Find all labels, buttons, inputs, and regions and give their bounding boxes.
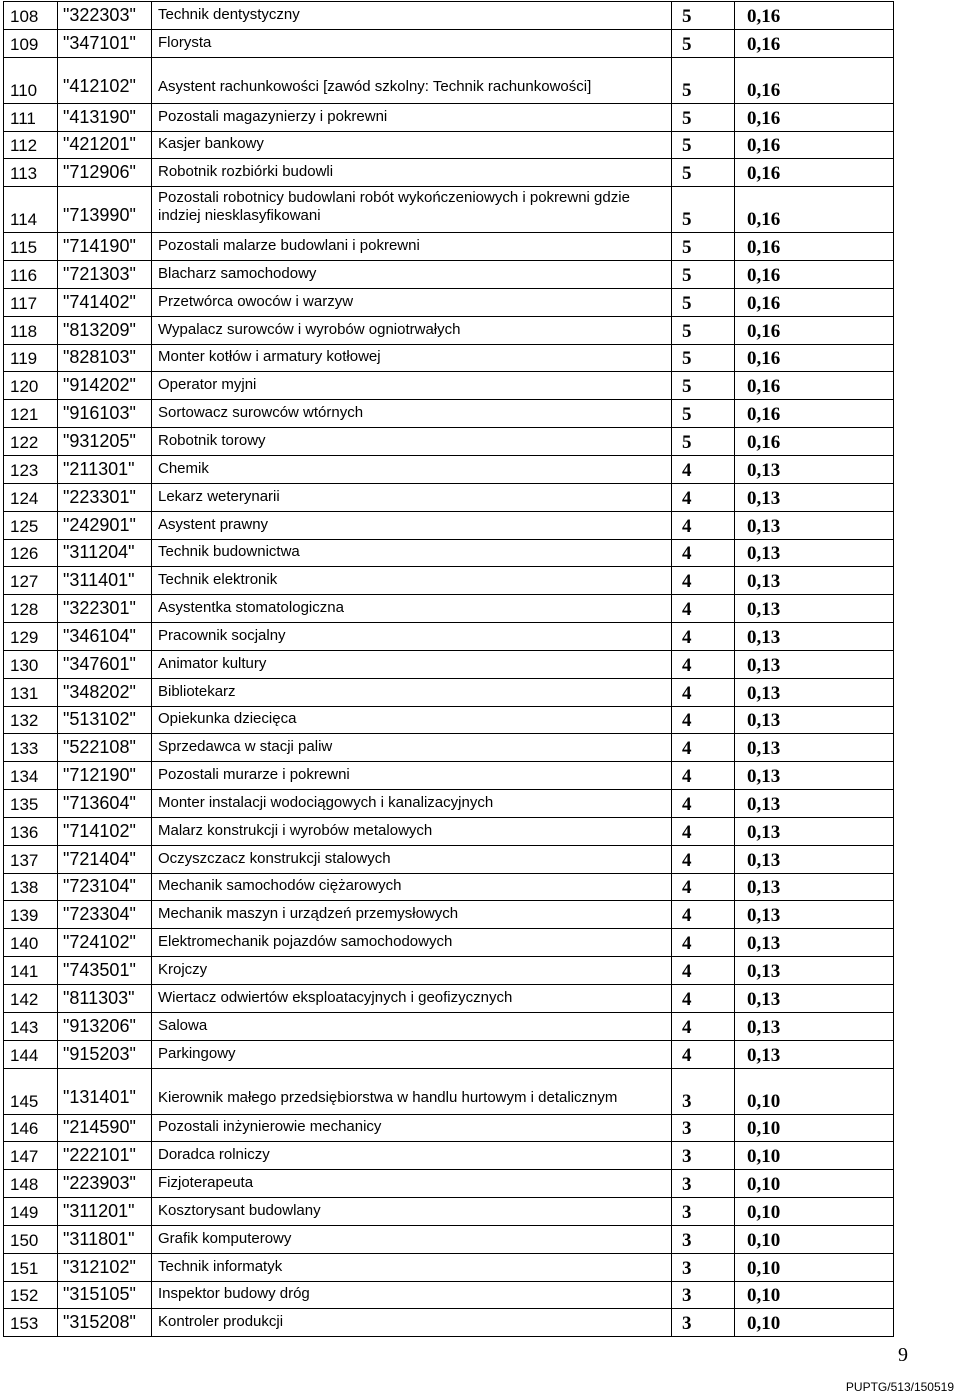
count-value: 5 <box>672 428 735 456</box>
count-value: 5 <box>672 316 735 344</box>
table-row <box>4 261 894 289</box>
table-row <box>4 623 894 651</box>
ratio-value: 0,13 <box>735 567 894 595</box>
count-value: 4 <box>672 957 735 985</box>
count-value: 5 <box>672 400 735 428</box>
row-number: 137 <box>4 845 58 873</box>
occupation-name: Kontroler produkcji <box>152 1309 672 1337</box>
table-row <box>4 1281 894 1309</box>
occupation-code: "322303" <box>58 2 152 30</box>
row-number: 148 <box>4 1170 58 1198</box>
count-value: 3 <box>672 1253 735 1281</box>
occupation-code: "315208" <box>58 1309 152 1337</box>
row-number: 129 <box>4 623 58 651</box>
table-row <box>4 483 894 511</box>
count-value: 4 <box>672 1040 735 1068</box>
occupation-name: Malarz konstrukcji i wyrobów metalowych <box>152 817 672 845</box>
ratio-value: 0,16 <box>735 187 894 233</box>
ratio-value: 0,16 <box>735 428 894 456</box>
row-number: 108 <box>4 2 58 30</box>
occupation-name: Monter instalacji wodociągowych i kanalizacyjnych <box>152 790 672 818</box>
row-number: 141 <box>4 957 58 985</box>
ratio-value: 0,13 <box>735 790 894 818</box>
occupation-code: "915203" <box>58 1040 152 1068</box>
row-number: 117 <box>4 288 58 316</box>
occupation-code: "913206" <box>58 1012 152 1040</box>
table-row <box>4 873 894 901</box>
row-number: 125 <box>4 511 58 539</box>
table-row <box>4 1040 894 1068</box>
table-row <box>4 344 894 372</box>
occupation-code: "222101" <box>58 1142 152 1170</box>
table-row <box>4 455 894 483</box>
table-row <box>4 595 894 623</box>
ratio-value: 0,16 <box>735 344 894 372</box>
table-row <box>4 650 894 678</box>
occupation-name: Technik dentystyczny <box>152 2 672 30</box>
ratio-value: 0,10 <box>735 1198 894 1226</box>
row-number: 128 <box>4 595 58 623</box>
occupation-name: Mechanik maszyn i urządzeń przemysłowych <box>152 901 672 929</box>
row-number: 131 <box>4 678 58 706</box>
count-value: 3 <box>672 1225 735 1253</box>
occupation-name: Pozostali magazynierzy i pokrewni <box>152 103 672 131</box>
occupation-name: Pozostali murarze i pokrewni <box>152 762 672 790</box>
occupation-code: "211301" <box>58 455 152 483</box>
row-number: 132 <box>4 706 58 734</box>
count-value: 5 <box>672 131 735 159</box>
ratio-value: 0,13 <box>735 762 894 790</box>
occupation-code: "347601" <box>58 650 152 678</box>
row-number: 110 <box>4 57 58 103</box>
ratio-value: 0,16 <box>735 400 894 428</box>
occupation-name: Pozostali inżynierowie mechanicy <box>152 1114 672 1142</box>
occupation-code: "714102" <box>58 817 152 845</box>
row-number: 109 <box>4 29 58 57</box>
ratio-value: 0,16 <box>735 233 894 261</box>
ratio-value: 0,16 <box>735 57 894 103</box>
occupation-name: Opiekunka dziecięca <box>152 706 672 734</box>
occupation-code: "312102" <box>58 1253 152 1281</box>
row-number: 146 <box>4 1114 58 1142</box>
count-value: 5 <box>672 159 735 187</box>
occupation-code: "741402" <box>58 288 152 316</box>
table-row <box>4 288 894 316</box>
ratio-value: 0,10 <box>735 1225 894 1253</box>
occupation-name: Monter kotłów i armatury kotłowej <box>152 344 672 372</box>
occupation-code: "522108" <box>58 734 152 762</box>
occupation-name: Asystent rachunkowości [zawód szkolny: Technik rachunkowości] <box>152 57 672 103</box>
occupation-code: "311801" <box>58 1225 152 1253</box>
ratio-value: 0,13 <box>735 678 894 706</box>
occupation-name: Pozostali robotnicy budowlani robót wykończeniowych i pokrewni gdzie indziej niesklasyfikowani <box>152 187 672 233</box>
ratio-value: 0,13 <box>735 539 894 567</box>
occupations-table <box>3 1 894 1337</box>
occupation-name: Blacharz samochodowy <box>152 261 672 289</box>
count-value: 3 <box>672 1309 735 1337</box>
occupation-name: Mechanik samochodów ciężarowych <box>152 873 672 901</box>
occupation-name: Technik budownictwa <box>152 539 672 567</box>
row-number: 153 <box>4 1309 58 1337</box>
table-row <box>4 901 894 929</box>
occupation-code: "721404" <box>58 845 152 873</box>
count-value: 3 <box>672 1170 735 1198</box>
occupation-code: "311204" <box>58 539 152 567</box>
occupation-name: Kierownik małego przedsiębiorstwa w handlu hurtowym i detalicznym <box>152 1068 672 1114</box>
count-value: 4 <box>672 678 735 706</box>
table-row <box>4 511 894 539</box>
ratio-value: 0,10 <box>735 1114 894 1142</box>
occupation-name: Robotnik rozbiórki budowli <box>152 159 672 187</box>
row-number: 135 <box>4 790 58 818</box>
table-row <box>4 316 894 344</box>
occupation-code: "131401" <box>58 1068 152 1114</box>
occupation-code: "916103" <box>58 400 152 428</box>
occupation-name: Kasjer bankowy <box>152 131 672 159</box>
row-number: 150 <box>4 1225 58 1253</box>
ratio-value: 0,16 <box>735 159 894 187</box>
occupation-code: "346104" <box>58 623 152 651</box>
row-number: 139 <box>4 901 58 929</box>
ratio-value: 0,13 <box>735 1040 894 1068</box>
ratio-value: 0,13 <box>735 455 894 483</box>
table-row <box>4 400 894 428</box>
occupation-name: Technik informatyk <box>152 1253 672 1281</box>
occupation-code: "513102" <box>58 706 152 734</box>
ratio-value: 0,10 <box>735 1309 894 1337</box>
table-row <box>4 1225 894 1253</box>
occupation-name: Pozostali malarze budowlani i pokrewni <box>152 233 672 261</box>
occupation-name: Florysta <box>152 29 672 57</box>
row-number: 116 <box>4 261 58 289</box>
ratio-value: 0,13 <box>735 957 894 985</box>
ratio-value: 0,13 <box>735 734 894 762</box>
occupation-code: "412102" <box>58 57 152 103</box>
occupation-code: "914202" <box>58 372 152 400</box>
row-number: 136 <box>4 817 58 845</box>
table-row <box>4 57 894 103</box>
table-row <box>4 1012 894 1040</box>
table-row <box>4 1142 894 1170</box>
ratio-value: 0,16 <box>735 372 894 400</box>
occupation-code: "311201" <box>58 1198 152 1226</box>
occupation-code: "721303" <box>58 261 152 289</box>
row-number: 147 <box>4 1142 58 1170</box>
table-row <box>4 985 894 1013</box>
count-value: 4 <box>672 873 735 901</box>
occupation-code: "223301" <box>58 483 152 511</box>
occupation-code: "811303" <box>58 985 152 1013</box>
table-row <box>4 103 894 131</box>
table-row <box>4 233 894 261</box>
row-number: 151 <box>4 1253 58 1281</box>
count-value: 4 <box>672 511 735 539</box>
occupation-name: Sprzedawca w stacji paliw <box>152 734 672 762</box>
occupation-name: Pracownik socjalny <box>152 623 672 651</box>
row-number: 149 <box>4 1198 58 1226</box>
row-number: 114 <box>4 187 58 233</box>
occupation-name: Wypalacz surowców i wyrobów ogniotrwałych <box>152 316 672 344</box>
table-row <box>4 1253 894 1281</box>
ratio-value: 0,13 <box>735 845 894 873</box>
occupation-code: "242901" <box>58 511 152 539</box>
occupation-name: Salowa <box>152 1012 672 1040</box>
ratio-value: 0,16 <box>735 2 894 30</box>
ratio-value: 0,13 <box>735 901 894 929</box>
occupation-name: Parkingowy <box>152 1040 672 1068</box>
ratio-value: 0,13 <box>735 1012 894 1040</box>
row-number: 142 <box>4 985 58 1013</box>
occupation-name: Fizjoterapeuta <box>152 1170 672 1198</box>
count-value: 4 <box>672 595 735 623</box>
table-row <box>4 678 894 706</box>
ratio-value: 0,10 <box>735 1068 894 1114</box>
table-row <box>4 372 894 400</box>
ratio-value: 0,16 <box>735 103 894 131</box>
table-row <box>4 539 894 567</box>
count-value: 5 <box>672 344 735 372</box>
row-number: 120 <box>4 372 58 400</box>
table-row <box>4 790 894 818</box>
count-value: 5 <box>672 29 735 57</box>
row-number: 113 <box>4 159 58 187</box>
occupation-code: "931205" <box>58 428 152 456</box>
occupation-name: Bibliotekarz <box>152 678 672 706</box>
table-row <box>4 1068 894 1114</box>
occupation-name: Animator kultury <box>152 650 672 678</box>
occupation-name: Wiertacz odwiertów eksploatacyjnych i geofizycznych <box>152 985 672 1013</box>
occupation-name: Technik elektronik <box>152 567 672 595</box>
row-number: 140 <box>4 929 58 957</box>
occupation-code: "713604" <box>58 790 152 818</box>
ratio-value: 0,13 <box>735 483 894 511</box>
table-row <box>4 957 894 985</box>
occupation-name: Lekarz weterynarii <box>152 483 672 511</box>
ratio-value: 0,10 <box>735 1142 894 1170</box>
occupation-code: "347101" <box>58 29 152 57</box>
occupation-code: "712190" <box>58 762 152 790</box>
occupation-name: Robotnik torowy <box>152 428 672 456</box>
row-number: 143 <box>4 1012 58 1040</box>
count-value: 5 <box>672 288 735 316</box>
row-number: 134 <box>4 762 58 790</box>
table-row <box>4 1309 894 1337</box>
row-number: 126 <box>4 539 58 567</box>
occupation-code: "713990" <box>58 187 152 233</box>
count-value: 5 <box>672 2 735 30</box>
occupation-code: "723304" <box>58 901 152 929</box>
occupation-name: Operator myjni <box>152 372 672 400</box>
count-value: 3 <box>672 1114 735 1142</box>
table-row <box>4 1198 894 1226</box>
table-row <box>4 29 894 57</box>
ratio-value: 0,13 <box>735 623 894 651</box>
occupation-code: "413190" <box>58 103 152 131</box>
row-number: 123 <box>4 455 58 483</box>
table-row <box>4 734 894 762</box>
count-value: 4 <box>672 483 735 511</box>
table-row <box>4 159 894 187</box>
occupation-name: Przetwórca owoców i warzyw <box>152 288 672 316</box>
occupation-name: Grafik komputerowy <box>152 1225 672 1253</box>
table-row <box>4 2 894 30</box>
table-row <box>4 929 894 957</box>
count-value: 4 <box>672 539 735 567</box>
row-number: 118 <box>4 316 58 344</box>
occupation-name: Doradca rolniczy <box>152 1142 672 1170</box>
count-value: 4 <box>672 901 735 929</box>
row-number: 138 <box>4 873 58 901</box>
table-row <box>4 706 894 734</box>
count-value: 3 <box>672 1142 735 1170</box>
count-value: 4 <box>672 650 735 678</box>
count-value: 4 <box>672 845 735 873</box>
ratio-value: 0,13 <box>735 595 894 623</box>
occupation-name: Oczyszczacz konstrukcji stalowych <box>152 845 672 873</box>
row-number: 130 <box>4 650 58 678</box>
count-value: 4 <box>672 985 735 1013</box>
row-number: 127 <box>4 567 58 595</box>
occupation-code: "813209" <box>58 316 152 344</box>
ratio-value: 0,16 <box>735 288 894 316</box>
count-value: 4 <box>672 567 735 595</box>
table-row <box>4 428 894 456</box>
table-row <box>4 1114 894 1142</box>
table-row <box>4 817 894 845</box>
count-value: 3 <box>672 1198 735 1226</box>
count-value: 3 <box>672 1281 735 1309</box>
table-row <box>4 1170 894 1198</box>
count-value: 5 <box>672 233 735 261</box>
ratio-value: 0,10 <box>735 1253 894 1281</box>
count-value: 3 <box>672 1068 735 1114</box>
ratio-value: 0,13 <box>735 511 894 539</box>
ratio-value: 0,13 <box>735 873 894 901</box>
ratio-value: 0,16 <box>735 316 894 344</box>
ratio-value: 0,13 <box>735 985 894 1013</box>
occupation-name: Krojczy <box>152 957 672 985</box>
count-value: 5 <box>672 261 735 289</box>
count-value: 4 <box>672 929 735 957</box>
ratio-value: 0,13 <box>735 650 894 678</box>
occupation-code: "724102" <box>58 929 152 957</box>
occupation-code: "315105" <box>58 1281 152 1309</box>
document-reference: PUPTG/513/150519 <box>845 1380 954 1394</box>
occupation-name: Elektromechanik pojazdów samochodowych <box>152 929 672 957</box>
occupation-name: Kosztorysant budowlany <box>152 1198 672 1226</box>
row-number: 144 <box>4 1040 58 1068</box>
row-number: 121 <box>4 400 58 428</box>
ratio-value: 0,10 <box>735 1170 894 1198</box>
ratio-value: 0,13 <box>735 929 894 957</box>
occupations-table-body <box>4 2 894 1337</box>
occupation-code: "743501" <box>58 957 152 985</box>
count-value: 5 <box>672 372 735 400</box>
row-number: 112 <box>4 131 58 159</box>
occupation-code: "421201" <box>58 131 152 159</box>
row-number: 145 <box>4 1068 58 1114</box>
row-number: 115 <box>4 233 58 261</box>
occupation-code: "322301" <box>58 595 152 623</box>
occupation-code: "223903" <box>58 1170 152 1198</box>
occupation-code: "712906" <box>58 159 152 187</box>
occupation-name: Asystent prawny <box>152 511 672 539</box>
count-value: 5 <box>672 57 735 103</box>
table-row <box>4 762 894 790</box>
occupation-code: "723104" <box>58 873 152 901</box>
row-number: 122 <box>4 428 58 456</box>
occupation-code: "348202" <box>58 678 152 706</box>
count-value: 5 <box>672 187 735 233</box>
row-number: 119 <box>4 344 58 372</box>
occupation-name: Sortowacz surowców wtórnych <box>152 400 672 428</box>
occupation-code: "214590" <box>58 1114 152 1142</box>
table-row <box>4 187 894 233</box>
occupation-code: "828103" <box>58 344 152 372</box>
count-value: 4 <box>672 790 735 818</box>
table-row <box>4 567 894 595</box>
count-value: 4 <box>672 817 735 845</box>
row-number: 111 <box>4 103 58 131</box>
ratio-value: 0,13 <box>735 817 894 845</box>
count-value: 4 <box>672 1012 735 1040</box>
ratio-value: 0,16 <box>735 261 894 289</box>
table-row <box>4 131 894 159</box>
ratio-value: 0,13 <box>735 706 894 734</box>
occupation-code: "714190" <box>58 233 152 261</box>
row-number: 152 <box>4 1281 58 1309</box>
count-value: 4 <box>672 455 735 483</box>
count-value: 5 <box>672 103 735 131</box>
ratio-value: 0,16 <box>735 29 894 57</box>
occupation-name: Inspektor budowy dróg <box>152 1281 672 1309</box>
ratio-value: 0,16 <box>735 131 894 159</box>
row-number: 124 <box>4 483 58 511</box>
count-value: 4 <box>672 734 735 762</box>
row-number: 133 <box>4 734 58 762</box>
occupation-name: Asystentka stomatologiczna <box>152 595 672 623</box>
occupation-code: "311401" <box>58 567 152 595</box>
count-value: 4 <box>672 762 735 790</box>
ratio-value: 0,10 <box>735 1281 894 1309</box>
count-value: 4 <box>672 706 735 734</box>
table-row <box>4 845 894 873</box>
occupation-name: Chemik <box>152 455 672 483</box>
count-value: 4 <box>672 623 735 651</box>
page-number: 9 <box>898 1344 908 1366</box>
